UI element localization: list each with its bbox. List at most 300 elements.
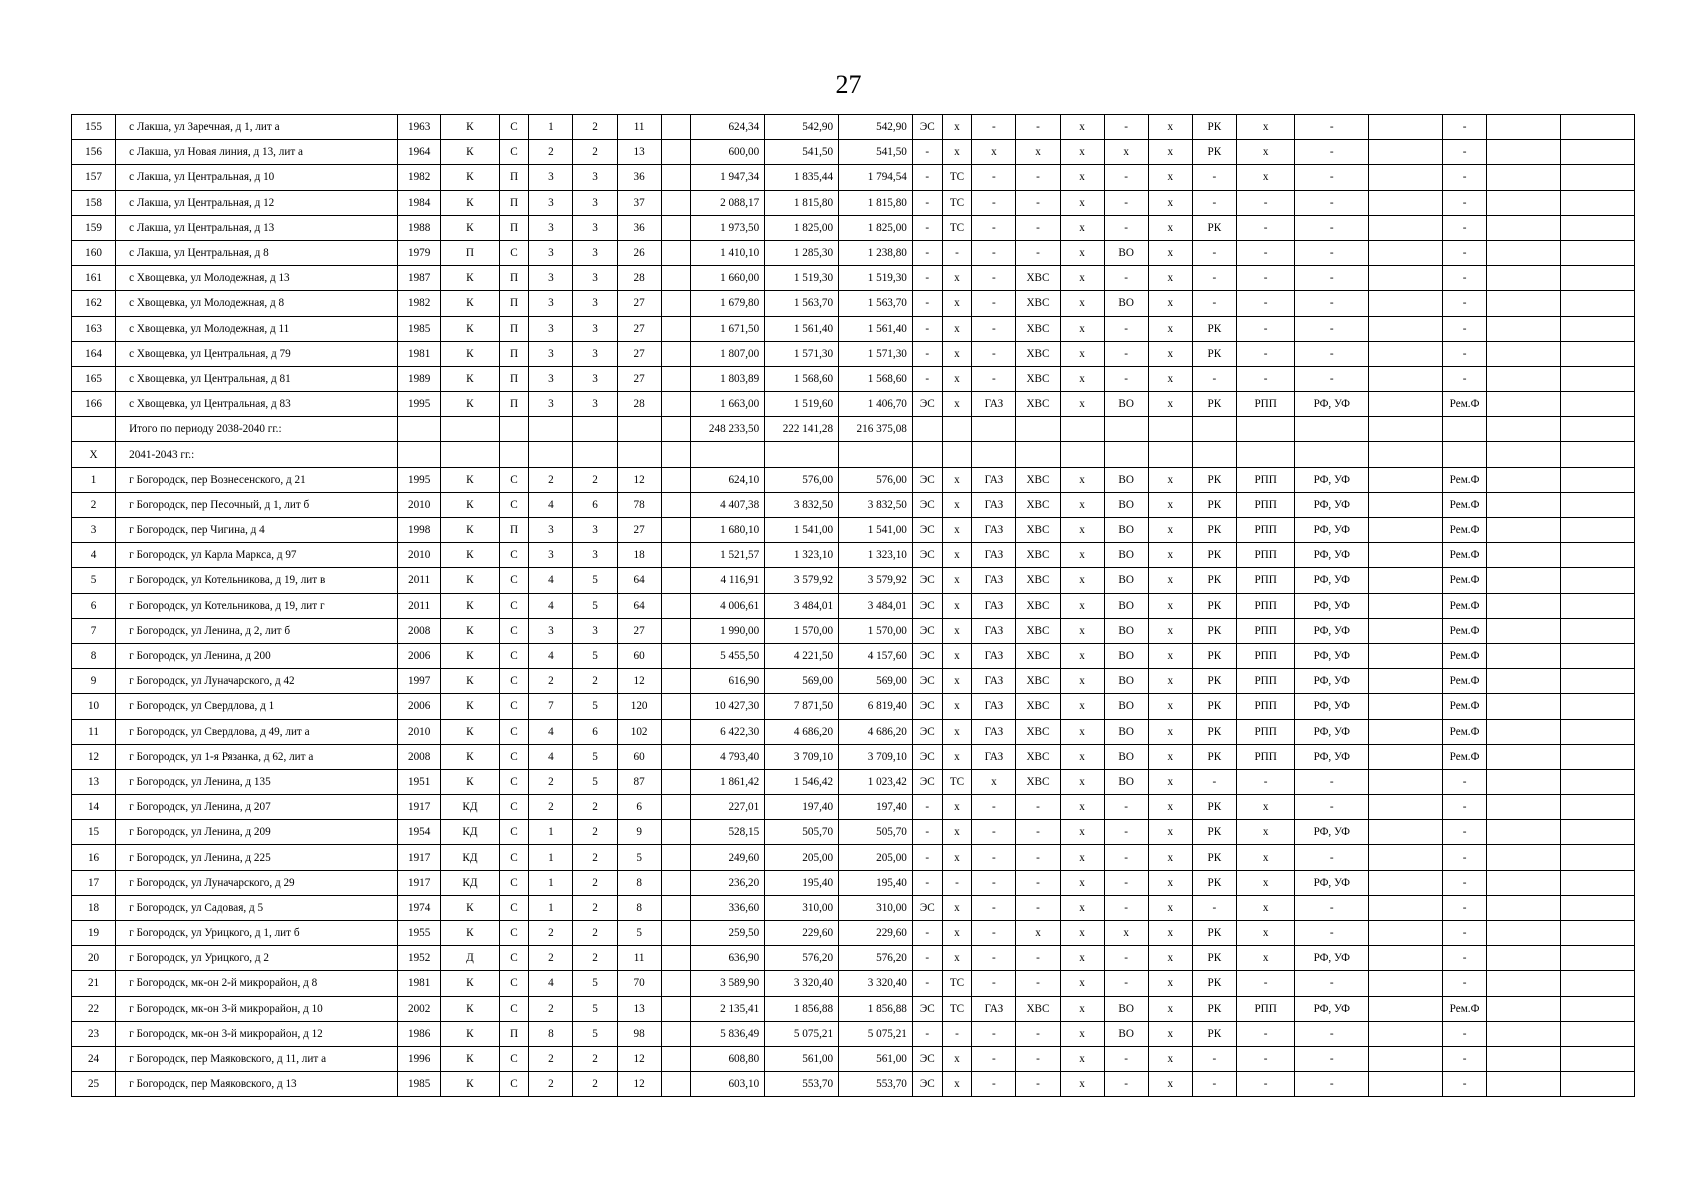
table-cell: - (1295, 215, 1369, 240)
table-cell: 1979 (398, 240, 441, 265)
table-cell: 2 088,17 (691, 190, 765, 215)
table-cell: х (942, 492, 972, 517)
table-cell: 4 (529, 593, 573, 618)
table-cell: - (1295, 971, 1369, 996)
table-cell: 26 (617, 240, 661, 265)
table-cell (1443, 417, 1487, 442)
table-cell: - (1192, 240, 1236, 265)
table-cell: х (1060, 820, 1104, 845)
table-cell: Рем.Ф (1443, 669, 1487, 694)
table-cell: ХВС (1016, 366, 1060, 391)
table-cell (1560, 719, 1634, 744)
table-cell: - (1295, 895, 1369, 920)
table-cell: х (942, 291, 972, 316)
table-cell: - (972, 895, 1016, 920)
table-cell: К (441, 669, 499, 694)
table-cell: - (1443, 115, 1487, 140)
table-cell: 608,80 (691, 1046, 765, 1071)
table-cell: - (1192, 266, 1236, 291)
table-cell: 542,90 (765, 115, 839, 140)
table-cell: - (912, 971, 942, 996)
table-cell: - (1443, 845, 1487, 870)
table-cell: РПП (1236, 996, 1294, 1021)
table-cell: 1 825,00 (839, 215, 913, 240)
table-row (72, 115, 1635, 140)
table-cell: - (972, 921, 1016, 946)
table-cell: - (1443, 769, 1487, 794)
table-cell (661, 845, 691, 870)
table-cell: ГАЗ (972, 643, 1016, 668)
table-cell: С (499, 1046, 529, 1071)
address-cell: г Богородск, ул Урицкого, д 2 (116, 946, 398, 971)
table-cell (1016, 417, 1060, 442)
table-cell: х (1236, 795, 1294, 820)
table-cell (1560, 190, 1634, 215)
table-cell: 2 (573, 467, 617, 492)
table-cell: ВО (1104, 744, 1148, 769)
table-cell: 1 825,00 (765, 215, 839, 240)
address-cell: г Богородск, ул Ленина, д 209 (116, 820, 398, 845)
table-cell: 1 (529, 895, 573, 920)
table-cell: ВО (1104, 719, 1148, 744)
table-cell: - (1104, 795, 1148, 820)
table-cell: 1 947,34 (691, 165, 765, 190)
table-cell: ЭС (912, 643, 942, 668)
table-cell: ТС (942, 215, 972, 240)
table-cell: - (912, 165, 942, 190)
table-cell: - (1016, 1072, 1060, 1097)
table-cell: 164 (72, 341, 116, 366)
table-cell: 3 (573, 341, 617, 366)
table-cell (1487, 492, 1561, 517)
table-cell: 3 (529, 215, 573, 240)
table-cell: х (972, 769, 1016, 794)
table-cell: х (1236, 845, 1294, 870)
table-cell: - (1295, 291, 1369, 316)
table-cell: ХВС (1016, 669, 1060, 694)
table-cell: х (1148, 190, 1192, 215)
table-cell: 18 (72, 895, 116, 920)
table-cell (1487, 240, 1561, 265)
table-cell: х (1060, 392, 1104, 417)
table-cell: - (1295, 1046, 1369, 1071)
table-cell: 3 (573, 518, 617, 543)
table-cell: К (441, 1072, 499, 1097)
table-cell: - (1236, 1072, 1294, 1097)
table-cell: РК (1192, 1021, 1236, 1046)
table-cell: ВО (1104, 543, 1148, 568)
table-cell (1148, 442, 1192, 467)
table-cell: ВО (1104, 996, 1148, 1021)
table-cell: - (1295, 115, 1369, 140)
table-cell: - (1443, 291, 1487, 316)
table-cell: х (1148, 795, 1192, 820)
table-cell: х (942, 1072, 972, 1097)
table-cell (661, 1021, 691, 1046)
table-cell: П (499, 215, 529, 240)
table-cell: - (912, 870, 942, 895)
address-cell: с Хвощевка, ул Молодежная, д 13 (116, 266, 398, 291)
table-cell: х (1148, 669, 1192, 694)
address-cell: с Хвощевка, ул Центральная, д 79 (116, 341, 398, 366)
table-cell: Рем.Ф (1443, 996, 1487, 1021)
table-cell: 1 990,00 (691, 618, 765, 643)
table-cell: 197,40 (839, 795, 913, 820)
table-cell: - (1295, 140, 1369, 165)
table-cell: х (1060, 744, 1104, 769)
table-cell: х (1148, 946, 1192, 971)
table-cell: 8 (617, 870, 661, 895)
table-cell: - (912, 316, 942, 341)
table-cell (1369, 996, 1443, 1021)
table-cell: - (1016, 1021, 1060, 1046)
table-cell (1487, 996, 1561, 1021)
table-cell: - (1443, 165, 1487, 190)
table-cell: ЭС (912, 895, 942, 920)
table-cell: - (1016, 240, 1060, 265)
table-cell (1487, 694, 1561, 719)
table-cell: 205,00 (765, 845, 839, 870)
table-cell: 1917 (398, 870, 441, 895)
table-cell: 3 (529, 240, 573, 265)
table-cell: ХВС (1016, 518, 1060, 543)
table-cell (661, 618, 691, 643)
table-cell: 5 (72, 568, 116, 593)
table-cell (1560, 568, 1634, 593)
table-cell: 2 (529, 921, 573, 946)
table-cell: - (1016, 895, 1060, 920)
table-cell: РФ, УФ (1295, 618, 1369, 643)
table-cell (573, 417, 617, 442)
table-cell (1369, 744, 1443, 769)
table-cell: 22 (72, 996, 116, 1021)
table-cell: ЭС (912, 518, 942, 543)
table-cell: РПП (1236, 669, 1294, 694)
table-cell (1487, 921, 1561, 946)
table-cell: 3 (573, 215, 617, 240)
table-cell (1369, 1072, 1443, 1097)
table-cell: ГАЗ (972, 392, 1016, 417)
table-cell: - (1295, 165, 1369, 190)
table-cell: ЭС (912, 618, 942, 643)
table-cell (1560, 442, 1634, 467)
table-cell: 569,00 (839, 669, 913, 694)
table-cell: 1 563,70 (839, 291, 913, 316)
table-cell: 160 (72, 240, 116, 265)
table-cell: 603,10 (691, 1072, 765, 1097)
table-cell: х (1148, 921, 1192, 946)
table-cell: ХВС (1016, 719, 1060, 744)
table-cell: х (1148, 140, 1192, 165)
table-cell: 3 (573, 316, 617, 341)
table-cell: ТС (942, 190, 972, 215)
table-cell: РК (1192, 921, 1236, 946)
table-cell: 3 (529, 366, 573, 391)
table-cell: 2010 (398, 492, 441, 517)
table-cell (661, 946, 691, 971)
table-cell (1560, 366, 1634, 391)
table-cell: 616,90 (691, 669, 765, 694)
table-cell: - (1016, 115, 1060, 140)
table-cell: РФ, УФ (1295, 719, 1369, 744)
table-cell: Рем.Ф (1443, 719, 1487, 744)
table-cell (441, 442, 499, 467)
table-cell (1369, 442, 1443, 467)
table-cell: 3 (529, 618, 573, 643)
table-cell: 4 (529, 568, 573, 593)
table-cell: КД (441, 870, 499, 895)
table-cell: - (1016, 190, 1060, 215)
table-row (72, 618, 1635, 643)
table-cell: - (1236, 291, 1294, 316)
table-cell: ЭС (912, 1046, 942, 1071)
table-cell (1369, 618, 1443, 643)
table-cell: 2008 (398, 744, 441, 769)
table-cell: 1 285,30 (765, 240, 839, 265)
table-cell: ХВС (1016, 392, 1060, 417)
table-cell: 576,20 (765, 946, 839, 971)
table-cell: х (1148, 744, 1192, 769)
table-cell: РФ, УФ (1295, 568, 1369, 593)
table-cell (1560, 669, 1634, 694)
table-row (72, 341, 1635, 366)
table-cell (1560, 845, 1634, 870)
table-cell: х (1060, 870, 1104, 895)
table-cell: К (441, 971, 499, 996)
table-cell: 1 (529, 820, 573, 845)
table-cell: - (1443, 266, 1487, 291)
table-cell: ГАЗ (972, 593, 1016, 618)
table-cell: ТС (942, 165, 972, 190)
table-cell: ХВС (1016, 266, 1060, 291)
table-cell: П (499, 291, 529, 316)
table-cell: 561,00 (839, 1046, 913, 1071)
table-cell: 157 (72, 165, 116, 190)
table-row (72, 996, 1635, 1021)
table-cell: 4 (529, 744, 573, 769)
table-cell: 197,40 (765, 795, 839, 820)
table-cell: 1 807,00 (691, 341, 765, 366)
table-cell: 23 (72, 1021, 116, 1046)
table-cell (1369, 366, 1443, 391)
table-cell: 102 (617, 719, 661, 744)
table-cell (1369, 971, 1443, 996)
table-cell: 166 (72, 392, 116, 417)
table-cell: 528,15 (691, 820, 765, 845)
table-cell: - (972, 1021, 1016, 1046)
table-cell: - (1016, 1046, 1060, 1071)
table-cell: - (1443, 341, 1487, 366)
table-cell: 1 519,60 (765, 392, 839, 417)
table-cell: - (1016, 795, 1060, 820)
table-cell: - (1236, 971, 1294, 996)
table-cell: х (1148, 543, 1192, 568)
table-cell: х (1148, 820, 1192, 845)
table-cell: 16 (72, 845, 116, 870)
table-cell: 553,70 (765, 1072, 839, 1097)
table-cell (661, 719, 691, 744)
table-cell: К (441, 593, 499, 618)
table-cell: РК (1192, 820, 1236, 845)
table-cell: 1985 (398, 1072, 441, 1097)
table-cell: 1 568,60 (765, 366, 839, 391)
table-cell: - (1104, 316, 1148, 341)
table-cell (661, 442, 691, 467)
table-cell (661, 291, 691, 316)
table-cell: 163 (72, 316, 116, 341)
table-cell: ВО (1104, 1021, 1148, 1046)
table-cell (1369, 719, 1443, 744)
table-cell: 87 (617, 769, 661, 794)
table-cell: 4 686,20 (765, 719, 839, 744)
table-cell: ГАЗ (972, 492, 1016, 517)
table-cell: 569,00 (765, 669, 839, 694)
table-cell (1560, 1072, 1634, 1097)
table-cell (1369, 820, 1443, 845)
table-cell: - (1192, 1072, 1236, 1097)
table-cell: х (942, 392, 972, 417)
table-cell (1560, 946, 1634, 971)
table-cell: - (972, 845, 1016, 870)
table-cell: х (1148, 492, 1192, 517)
table-cell (1560, 593, 1634, 618)
table-cell: 2 (573, 820, 617, 845)
table-cell: ЭС (912, 492, 942, 517)
table-cell (1560, 341, 1634, 366)
table-cell: х (1060, 543, 1104, 568)
table-cell: 19 (72, 921, 116, 946)
table-cell (1236, 417, 1294, 442)
table-cell: 5 836,49 (691, 1021, 765, 1046)
address-cell: г Богородск, пер Маяковского, д 11, лит а (116, 1046, 398, 1071)
table-cell: К (441, 115, 499, 140)
table-cell: 3 (573, 291, 617, 316)
table-cell: х (942, 1046, 972, 1071)
table-cell: 5 (573, 971, 617, 996)
table-cell: - (1192, 165, 1236, 190)
table-cell: х (1148, 643, 1192, 668)
table-cell: 336,60 (691, 895, 765, 920)
table-cell: РФ, УФ (1295, 643, 1369, 668)
table-cell: РФ, УФ (1295, 870, 1369, 895)
table-cell: 27 (617, 291, 661, 316)
table-cell: - (972, 341, 1016, 366)
table-cell: х (1060, 643, 1104, 668)
table-cell: - (1443, 946, 1487, 971)
table-cell: К (441, 618, 499, 643)
table-cell: РК (1192, 618, 1236, 643)
table-cell: - (972, 820, 1016, 845)
table-cell (1369, 316, 1443, 341)
table-row (72, 165, 1635, 190)
table-cell: 2 (573, 795, 617, 820)
table-cell: ХВС (1016, 492, 1060, 517)
table-cell: - (1104, 895, 1148, 920)
table-cell: - (1295, 316, 1369, 341)
table-cell (1487, 946, 1561, 971)
table-cell: 1 815,80 (839, 190, 913, 215)
table-cell: - (1236, 366, 1294, 391)
table-cell: К (441, 921, 499, 946)
table-cell: 3 (573, 165, 617, 190)
table-cell: - (912, 140, 942, 165)
table-cell: Рем.Ф (1443, 392, 1487, 417)
table-cell (661, 1072, 691, 1097)
table-cell: 1951 (398, 769, 441, 794)
table-cell: х (942, 895, 972, 920)
table-cell: 1 856,88 (765, 996, 839, 1021)
table-cell (661, 240, 691, 265)
table-cell (1487, 543, 1561, 568)
table-cell: - (972, 971, 1016, 996)
table-cell: ВО (1104, 392, 1148, 417)
table-cell (573, 442, 617, 467)
table-cell: Рем.Ф (1443, 518, 1487, 543)
table-cell: 7 871,50 (765, 694, 839, 719)
table-cell: РФ, УФ (1295, 518, 1369, 543)
table-cell: 9 (617, 820, 661, 845)
table-cell: х (1148, 115, 1192, 140)
table-cell: - (1104, 115, 1148, 140)
table-cell: 36 (617, 215, 661, 240)
table-cell: ХВС (1016, 543, 1060, 568)
table-cell: х (1060, 996, 1104, 1021)
table-cell: К (441, 215, 499, 240)
table-cell: 1 323,10 (765, 543, 839, 568)
table-cell: 3 (573, 266, 617, 291)
table-cell: х (942, 366, 972, 391)
table-cell: - (1016, 971, 1060, 996)
table-cell: К (441, 1046, 499, 1071)
table-cell (1487, 719, 1561, 744)
table-cell (661, 769, 691, 794)
table-cell: 1 803,89 (691, 366, 765, 391)
table-cell (1443, 442, 1487, 467)
table-cell: 8 (529, 1021, 573, 1046)
table-cell: - (1295, 366, 1369, 391)
table-cell: - (1443, 240, 1487, 265)
table-cell (942, 417, 972, 442)
table-cell: 229,60 (765, 921, 839, 946)
table-row (72, 744, 1635, 769)
table-cell: ГАЗ (972, 568, 1016, 593)
table-cell (499, 417, 529, 442)
table-cell: 12 (617, 1072, 661, 1097)
table-cell: 156 (72, 140, 116, 165)
table-cell (1369, 215, 1443, 240)
table-cell: 553,70 (839, 1072, 913, 1097)
table-cell (1369, 291, 1443, 316)
table-cell: - (1104, 190, 1148, 215)
table-cell: 1 815,80 (765, 190, 839, 215)
table-cell: х (1060, 1072, 1104, 1097)
table-cell (1369, 694, 1443, 719)
table-cell: 6 (573, 492, 617, 517)
table-cell: 3 (72, 518, 116, 543)
table-cell: П (499, 266, 529, 291)
table-cell: ЭС (912, 996, 942, 1021)
table-cell: 1963 (398, 115, 441, 140)
table-cell: х (1148, 316, 1192, 341)
table-cell: 165 (72, 366, 116, 391)
table-cell: ЭС (912, 467, 942, 492)
table-cell: х (1148, 266, 1192, 291)
address-cell: г Богородск, пер Чигина, д 4 (116, 518, 398, 543)
table-cell: х (1236, 921, 1294, 946)
table-cell (1104, 442, 1148, 467)
table-cell: х (1148, 870, 1192, 895)
table-cell: 1952 (398, 946, 441, 971)
